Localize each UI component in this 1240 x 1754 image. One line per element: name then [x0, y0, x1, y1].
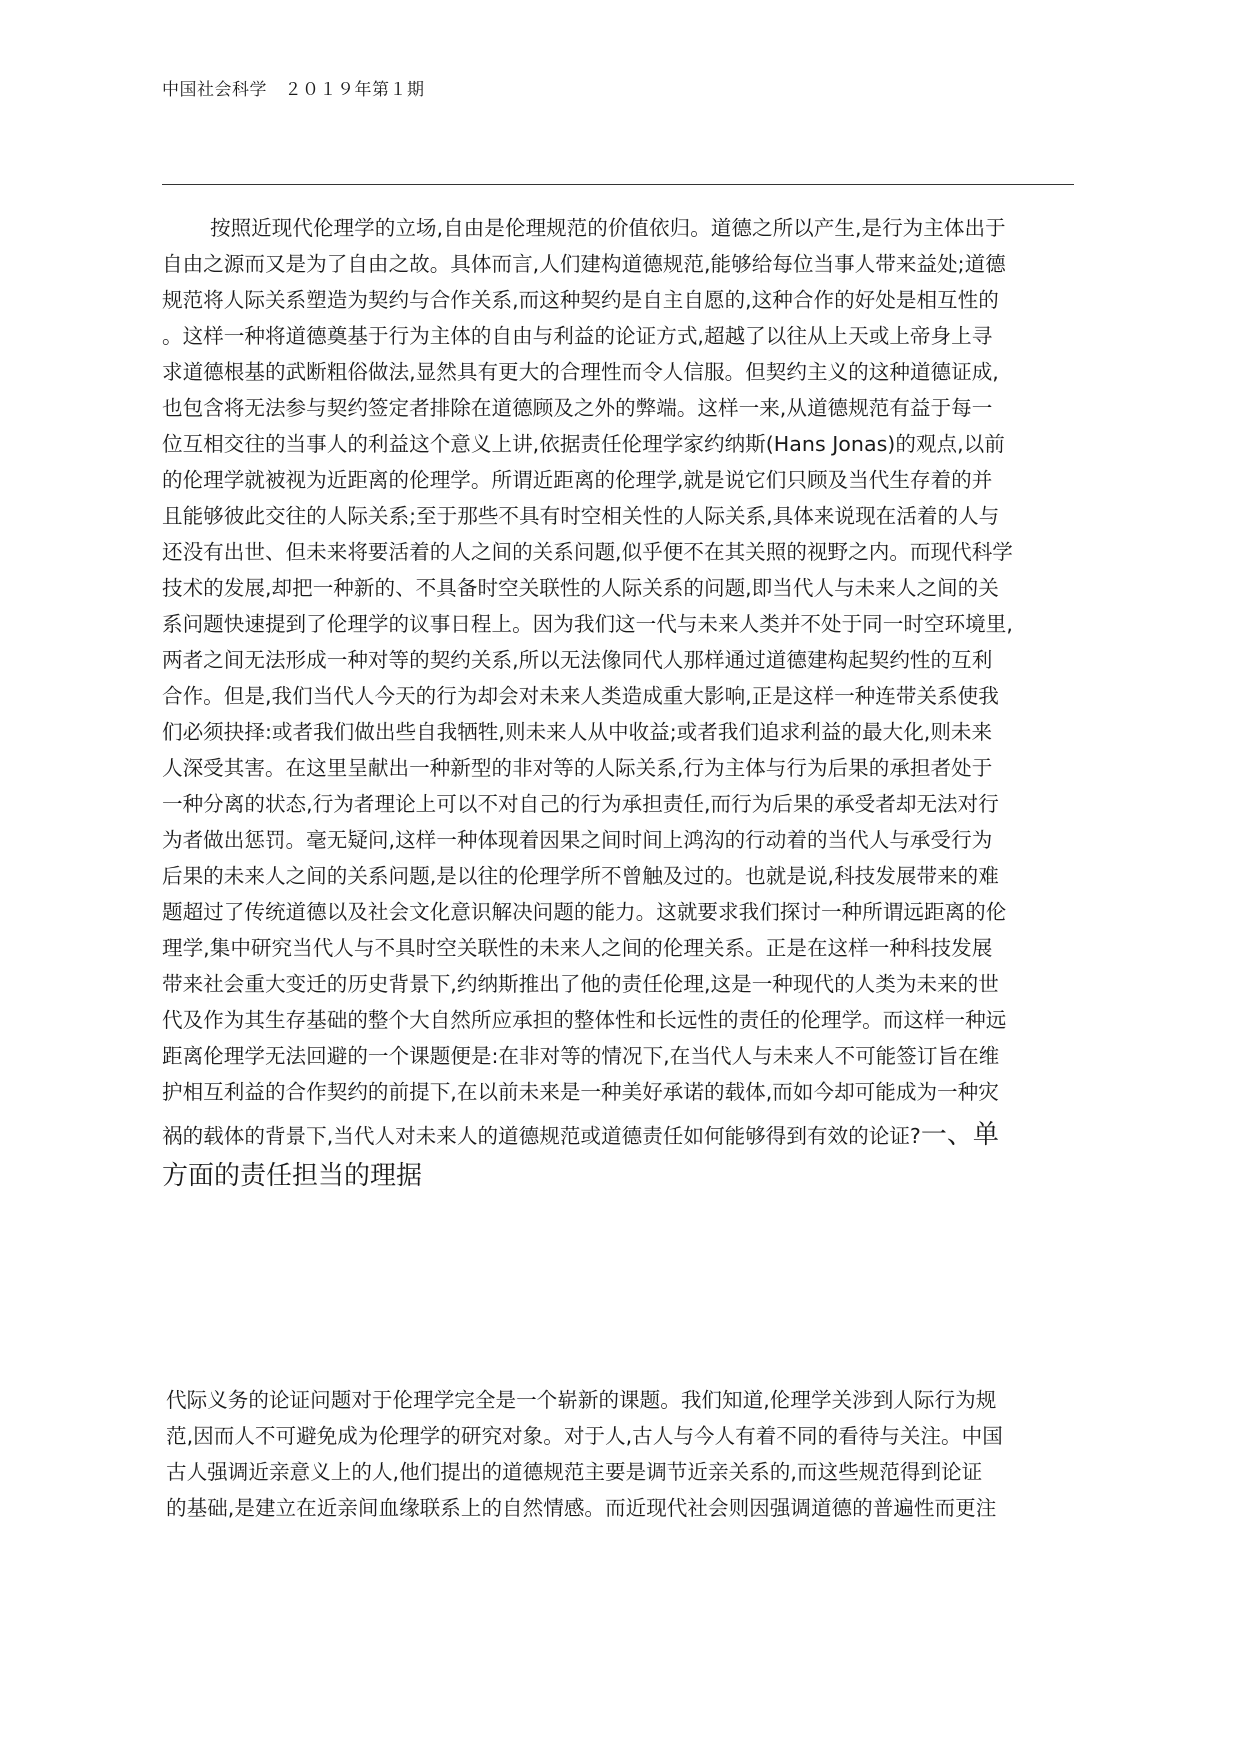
body-paragraph-2	[162, 1382, 1078, 1526]
text-line: 题超过了传统道德以及社会文化意识解决问题的能力。这就要求我们探讨一种所谓远距离的伦	[162, 900, 1007, 924]
section-heading-start: 一、单	[920, 1120, 999, 1150]
text-line: 一种分离的状态,行为者理论上可以不对自己的行为承担责任,而行为后果的承受者却无法对行	[162, 792, 999, 816]
text-line: 人深受其害。在这里呈献出一种新型的非对等的人际关系,行为主体与行为后果的承担者处于	[162, 756, 993, 780]
body-paragraph-1	[162, 210, 1078, 1202]
text-line: 位互相交往的当事人的利益这个意义上讲,依据责任伦理学家约纳斯(Hans Jonas)的观点,以前	[162, 432, 1005, 456]
text-line: 按照近现代伦理学的立场,自由是伦理规范的价值依归。道德之所以产生,是行为主体出于	[210, 216, 1006, 240]
paragraph-last-line: 祸的载体的背景下,当代人对未来人的道德规范或道德责任如何能够得到有效的论证?	[162, 1124, 921, 1148]
text-line: 的基础,是建立在近亲间血缘联系上的自然情感。而近现代社会则因强调道德的普遍性而更注	[166, 1496, 997, 1520]
text-line: 后果的未来人之间的关系问题,是以往的伦理学所不曾触及过的。也就是说,科技发展带来的难	[162, 864, 999, 888]
text-line: 距离伦理学无法回避的一个课题便是:在非对等的情况下,在当代人与未来人不可能签订旨在维	[162, 1044, 1000, 1068]
text-line: 且能够彼此交往的人际关系;至于那些不具有时空相关性的人际关系,具体来说现在活着的人与	[162, 504, 1000, 528]
text-line: 求道德根基的武断粗俗做法,显然具有更大的合理性而令人信服。但契约主义的这种道德证成,	[162, 360, 999, 384]
text-line: 范,因而人不可避免成为伦理学的研究对象。对于人,古人与今人有着不同的看待与关注。中国	[166, 1424, 1003, 1448]
text-line: 规范将人际关系塑造为契约与合作关系,而这种契约是自主自愿的,这种合作的好处是相互性的	[162, 288, 999, 312]
text-line: 为者做出惩罚。毫无疑问,这样一种体现着因果之间时间上鸿沟的行动着的当代人与承受行为	[162, 828, 993, 852]
text-line: 合作。但是,我们当代人今天的行为却会对未来人类造成重大影响,正是这样一种连带关系使我	[162, 684, 999, 708]
text-line: 理学,集中研究当代人与不具时空关联性的未来人之间的伦理关系。正是在这样一种科技发展	[162, 936, 993, 960]
text-line: 。这样一种将道德奠基于行为主体的自由与利益的论证方式,超越了以往从上天或上帝身上寻	[162, 324, 993, 348]
header-rule	[162, 184, 1074, 185]
text-line: 也包含将无法参与契约签定者排除在道德顾及之外的弊端。这样一来,从道德规范有益于每一	[162, 396, 993, 420]
text-line: 自由之源而又是为了自由之故。具体而言,人们建构道德规范,能够给每位当事人带来益处;道德	[162, 252, 1006, 276]
running-head: 中国社会科学 ２０１９年第１期	[162, 80, 425, 100]
text-line: 技术的发展,却把一种新的、不具备时空关联性的人际关系的问题,即当代人与未来人之间的关	[162, 576, 999, 600]
text-line: 护相互利益的合作契约的前提下,在以前未来是一种美好承诺的载体,而如今却可能成为一种灾	[162, 1080, 999, 1104]
text-line: 还没有出世、但未来将要活着的人之间的关系问题,似乎便不在其关照的视野之内。而现代科学	[162, 540, 1013, 564]
text-line-with-heading	[162, 1110, 1078, 1154]
text-line: 古人强调近亲意义上的人,他们提出的道德规范主要是调节近亲关系的,而这些规范得到论证	[166, 1460, 983, 1484]
text-line: 代及作为其生存基础的整个大自然所应承担的整体性和长远性的责任的伦理学。而这样一种远	[162, 1008, 1007, 1032]
text-line: 两者之间无法形成一种对等的契约关系,所以无法像同代人那样通过道德建构起契约性的互利	[162, 648, 993, 672]
text-line: 代际义务的论证问题对于伦理学完全是一个崭新的课题。我们知道,伦理学关涉到人际行为规	[166, 1388, 997, 1412]
text-line: 的伦理学就被视为近距离的伦理学。所谓近距离的伦理学,就是说它们只顾及当代生存着的并	[162, 468, 993, 492]
text-line: 们必须抉择:或者我们做出些自我牺牲,则未来人从中收益;或者我们追求利益的最大化,则未来	[162, 720, 993, 744]
text-line: 带来社会重大变迁的历史背景下,约纳斯推出了他的责任伦理,这是一种现代的人类为未来的世	[162, 972, 999, 996]
section-heading-end: 方面的责任担当的理据	[162, 1161, 423, 1191]
text-line: 系问题快速提到了伦理学的议事日程上。因为我们这一代与未来人类并不处于同一时空环境里,	[162, 612, 1013, 636]
